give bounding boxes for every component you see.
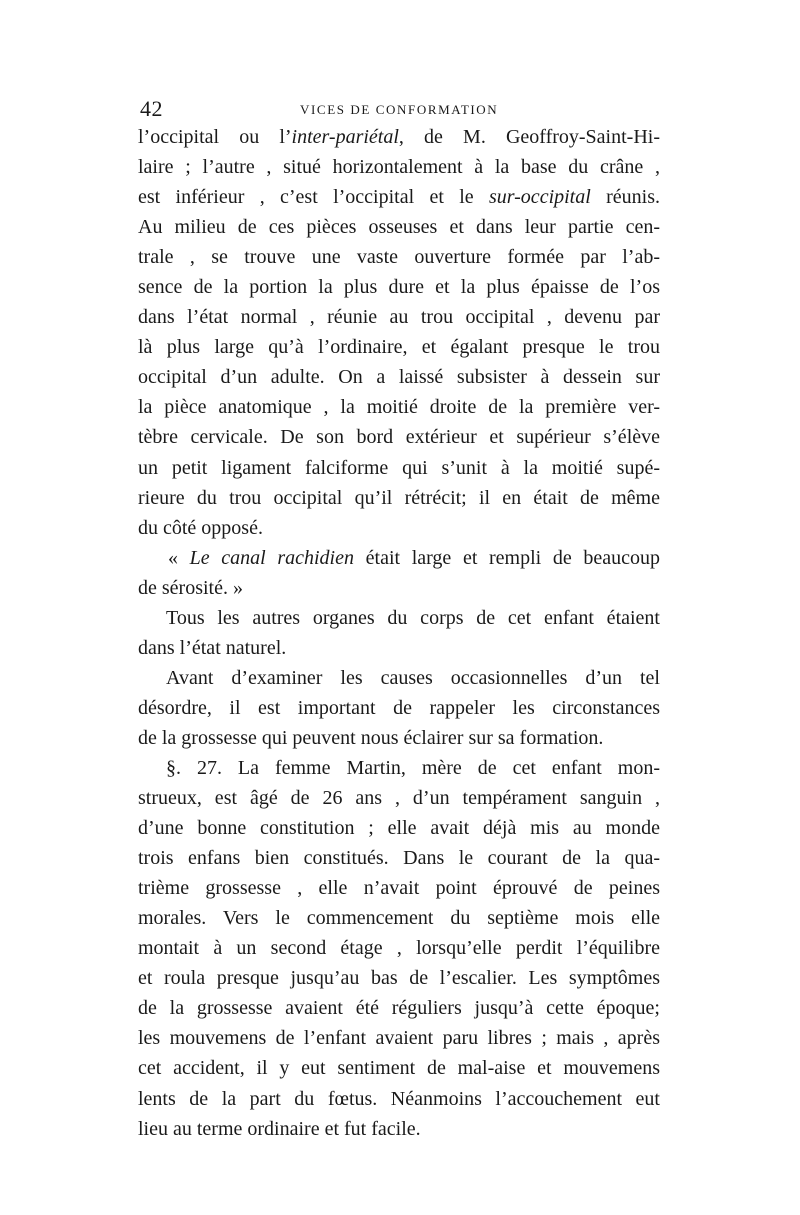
text-line: montait à un second étage , lorsqu’elle perdit l’équilibre	[138, 937, 660, 960]
text-line: l’occipital ou l’inter-pariétal, de M. Geoffroy-Saint-Hi-	[138, 126, 660, 148]
text-line: du côté opposé.	[138, 516, 263, 539]
text-line: dans l’état naturel.	[138, 636, 287, 659]
running-head: VICES DE CONFORMATION	[300, 102, 499, 117]
text-line: les mouvemens de l’enfant avaient paru libres ; mais , après	[138, 1027, 660, 1050]
text-line: de la grossesse avaient été réguliers jusqu’à cette époque;	[138, 997, 660, 1020]
page-header	[140, 96, 660, 124]
text-line: tèbre cervicale. De son bord extérieur et supérieur s’élève	[138, 426, 660, 449]
text-line: rieure du trou occipital qu’il rétrécit; il en était de même	[138, 486, 660, 509]
text-line: d’une bonne constitution ; elle avait déjà mis au monde	[138, 817, 660, 840]
text-line: de la grossesse qui peuvent nous éclairer sur sa formation.	[138, 726, 604, 749]
text-line: cet accident, il y eut sentiment de mal-aise et mouvemens	[138, 1057, 660, 1080]
text-line: morales. Vers le commencement du septième mois elle	[138, 907, 660, 930]
text-line: Avant d’examiner les causes occasionnelles d’un tel	[166, 666, 660, 689]
text-line: strueux, est âgé de 26 ans , d’un tempérament sanguin ,	[138, 787, 660, 810]
text-line: lieu au terme ordinaire et fut facile.	[138, 1117, 421, 1140]
text-line: « Le canal rachidien était large et rempli de beaucoup	[168, 546, 660, 569]
text-line: lents de la part du fœtus. Néanmoins l’accouchement eut	[138, 1087, 660, 1110]
text-line: là plus large qu’à l’ordinaire, et égalant presque le trou	[138, 336, 660, 359]
text-line: un petit ligament falciforme qui s’unit à la moitié supé-	[138, 456, 660, 479]
text-line: et roula presque jusqu’au bas de l’escalier. Les symptômes	[138, 967, 660, 990]
text-line: Au milieu de ces pièces osseuses et dans leur partie cen-	[138, 216, 660, 239]
text-line: trale , se trouve une vaste ouverture formée par l’ab-	[138, 246, 660, 269]
text-line: dans l’état normal , réunie au trou occipital , devenu par	[138, 306, 660, 329]
page-number: 42	[140, 96, 163, 121]
text-line: occipital d’un adulte. On a laissé subsister à dessein sur	[138, 366, 660, 389]
body-text	[138, 122, 660, 1144]
text-line: est inférieur , c’est l’occipital et le sur-occipital réunis.	[138, 186, 660, 209]
text-line: §. 27. La femme Martin, mère de cet enfant mon-	[166, 756, 660, 779]
text-line: désordre, il est important de rappeler les circonstances	[138, 696, 660, 719]
text-line: trième grossesse , elle n’avait point éprouvé de peines	[138, 877, 660, 900]
text-line: laire ; l’autre , situé horizontalement à la base du crâne ,	[138, 156, 660, 179]
text-line: de sérosité. »	[138, 576, 243, 599]
text-line: trois enfans bien constitués. Dans le courant de la qua-	[138, 847, 660, 870]
text-line: sence de la portion la plus dure et la plus épaisse de l’os	[138, 276, 660, 299]
text-line: Tous les autres organes du corps de cet enfant étaient	[166, 606, 660, 629]
text-line: la pièce anatomique , la moitié droite de la première ver-	[138, 396, 660, 419]
